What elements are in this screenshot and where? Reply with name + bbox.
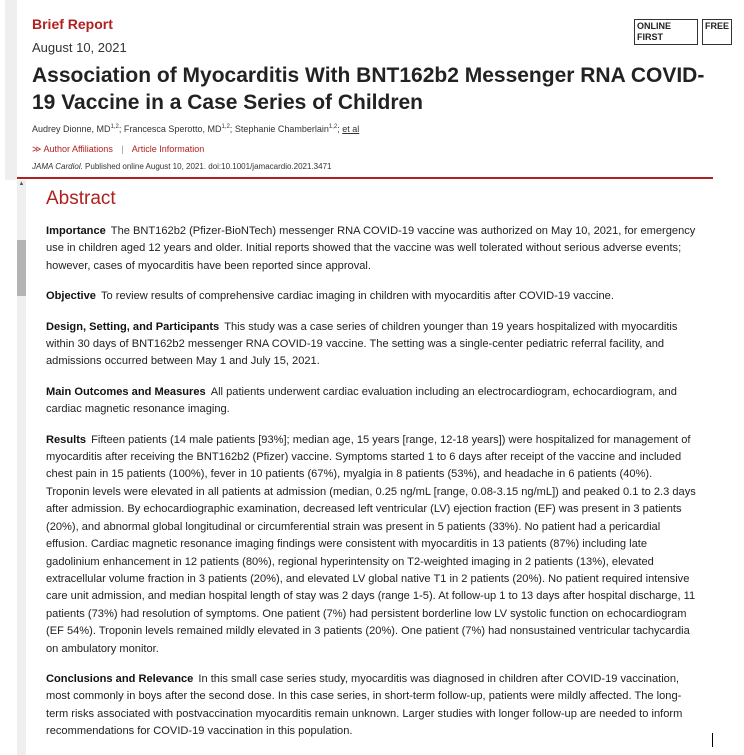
author-name[interactable]: Francesca Sperotto, MD bbox=[123, 124, 222, 134]
abstract-heading: Abstract bbox=[46, 188, 116, 209]
article-information-link[interactable]: Article Information bbox=[131, 144, 205, 154]
section-text: The BNT162b2 (Pfizer-BioNTech) messenger RNA COVID-19 vaccine was authorized on May 10, 2021, for emergency use in children aged 12 years and older. Initial reports showed that the vaccine was well tolerated without serious adverse events; however, cases of myocarditis have been reported since approval. bbox=[46, 225, 696, 272]
citation-details: Published online August 10, 2021. doi:10.1001/jamacardio.2021.3471 bbox=[82, 162, 332, 171]
abstract bbox=[46, 188, 696, 754]
section-label: Objective bbox=[46, 290, 96, 303]
author-affiliation: 1,2 bbox=[328, 124, 338, 130]
section-label: Conclusions and Relevance bbox=[46, 672, 194, 685]
link-separator: | bbox=[121, 144, 124, 154]
section-label: Design, Setting, and Participants bbox=[46, 320, 220, 333]
free-badge: FREE bbox=[702, 19, 732, 45]
section-text: All patients underwent cardiac evaluation including an electrocardiogram, echocardiogram, and cardiac magnetic resonance imaging. bbox=[46, 385, 677, 416]
article-links bbox=[32, 144, 204, 155]
article-title: Association of Myocarditis With BNT162b2 Messenger RNA COVID-19 Vaccine in a Case Series of Children bbox=[32, 64, 705, 114]
section-label: Main Outcomes and Measures bbox=[46, 385, 206, 398]
abstract-results bbox=[46, 432, 696, 658]
author-separator: ; bbox=[229, 124, 235, 134]
text-cursor bbox=[712, 733, 713, 747]
section-label: Importance bbox=[46, 225, 106, 237]
chevron-right-icon: ≫ bbox=[32, 144, 42, 154]
citation bbox=[32, 162, 331, 171]
author-separator: ; bbox=[118, 124, 124, 134]
author-affiliation: 1,2 bbox=[221, 124, 230, 130]
section-label: Results bbox=[46, 433, 87, 446]
section-text: Fifteen patients (14 male patients [93%]; median age, 15 years [range, 12-18 years]) were hospitalized for management of myocarditis after receiving the BNT162b2 (Pfizer) vaccine. Symptoms started 1 to 6 days after receipt of the vaccine and included chest pain in 15 patients (100%), fever in 10 patients (67%), myalgia in 8 patients (53%), and headache in 6 patients (40%). Troponin levels were elevated in all patients at admission (median, 0.25 ng/mL [range, 0.08-3.15 ng/mL]) and peaked 0.1 to 2.3 days after admission. By echocardiographic examination, decreased left ventricular (LV) ejection fraction (EF) was present in 3 patients (20%), and abnormal global longitudinal or circumferential strain was present in 5 patients (33%). No patient had a pericardial effusion. Cardiac magnetic resonance imaging findings were consistent with myocarditis in 13 patients (87%) including late gadolinium enhancement in 12 patients (80%), regional hyperintensity on T2-weighted imaging in 2 patients (13%), elevated extracellular volume fraction in 3 patients (20%), and elevated LV global native T1 in 2 patients (20%). No patient required intensive care unit admission, and median hospital length of stay was 2 days (range 1-5). At follow-up 1 to 13 days after hospital discharge, 11 patients (73%) had resolution of symptoms. One patient (7%) had persistent borderline low LV systolic function on echocardiogram (EF 54%). Troponin levels remained mildly elevated in 3 patients (20%). One patient (7%) had nonsustained ventricular tachycardia on ambulatory monitor. bbox=[46, 433, 696, 655]
section-text: To review results of comprehensive cardiac imaging in children with myocarditis after COVID-19 vaccine. bbox=[100, 290, 614, 303]
author-affiliation: 1,2 bbox=[110, 124, 119, 130]
section-text: In this small case series study, myocarditis was diagnosed in children after COVID-19 vaccination, most commonly in boys after the second dose. In this case series, in short-term follow-up, patients were mildly affected. The long-term risks associated with postvaccination myocarditis remain unknown. Larger studies with longer follow-up are needed to inform recommendations for COVID-19 vaccination in this population. bbox=[46, 672, 683, 738]
author-list bbox=[32, 124, 359, 134]
abstract-conclusions bbox=[46, 671, 696, 741]
author-affiliations-link[interactable]: Author Affiliations bbox=[43, 144, 113, 154]
section-divider bbox=[17, 177, 713, 179]
article-type[interactable]: Brief Report bbox=[32, 16, 113, 32]
abstract-outcomes bbox=[46, 384, 696, 419]
online-first-badge: ONLINE FIRST bbox=[634, 19, 698, 45]
journal-name: JAMA Cardiol. bbox=[32, 162, 83, 171]
scrollbar-thumb[interactable] bbox=[17, 240, 26, 296]
author-name[interactable]: Stephanie Chamberlain bbox=[234, 124, 329, 134]
author-name[interactable]: Audrey Dionne, MD bbox=[32, 124, 111, 134]
left-margin-bar bbox=[5, 0, 17, 180]
badges bbox=[634, 19, 732, 45]
abstract-objective bbox=[46, 288, 696, 305]
author-separator: ; bbox=[337, 124, 343, 134]
abstract-design bbox=[46, 319, 696, 371]
publication-date: August 10, 2021 bbox=[32, 40, 127, 55]
et-al-link[interactable]: et al bbox=[342, 124, 360, 134]
section-text: This study was a case series of children younger than 19 years hospitalized with myocarditis within 30 days of BNT162b2 messenger RNA COVID-19 vaccine. The setting was a single-center pediatric referral facility, and admissions occurred between May 1 and July 15, 2021. bbox=[46, 320, 678, 368]
scroll-up-arrow-icon[interactable]: ▲ bbox=[18, 181, 25, 187]
abstract-importance bbox=[46, 223, 696, 275]
